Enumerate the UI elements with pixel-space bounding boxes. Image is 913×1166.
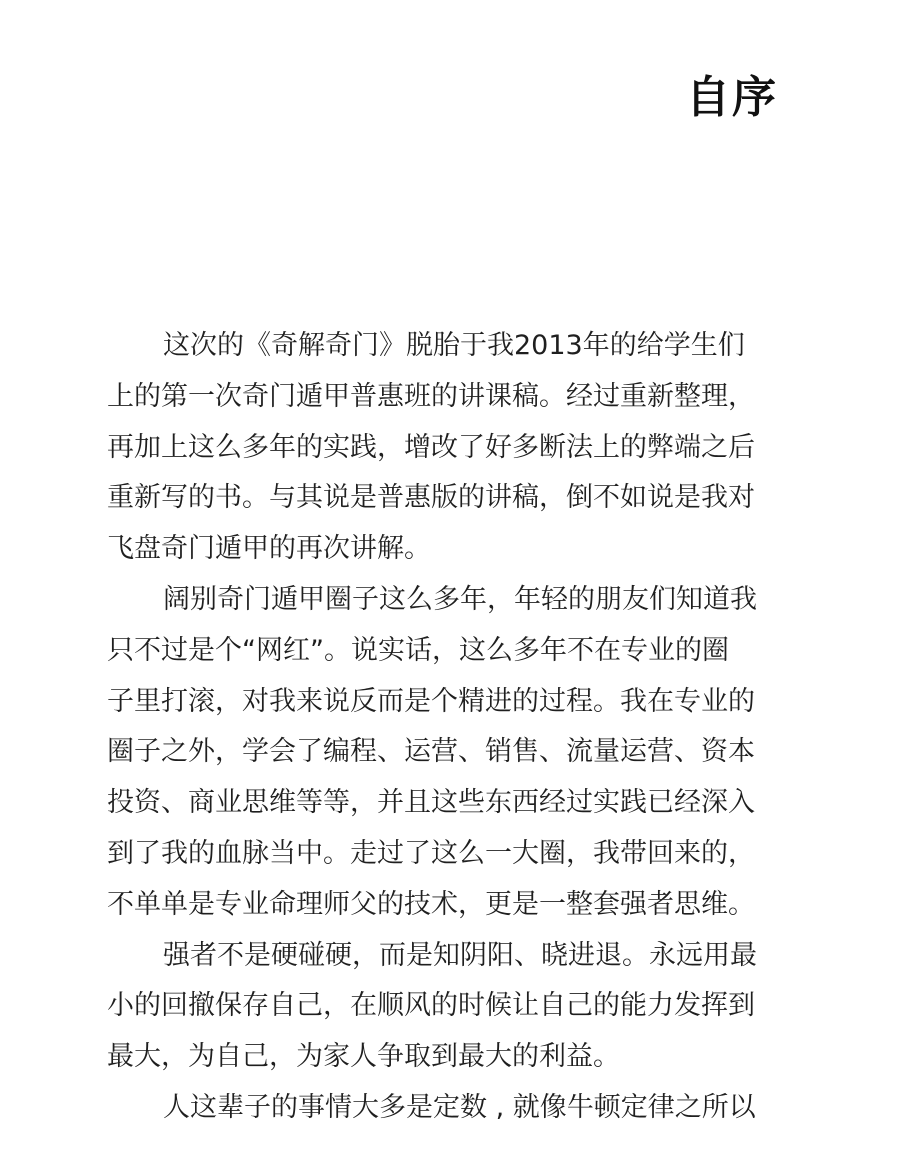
text-line: 人这辈子的事情大多是定数 , 就像牛顿定律之所以 [163, 1091, 756, 1123]
text-line: 到了我的血脉当中。走过了这么一大圈，我带回来的， [107, 837, 755, 869]
text-line: 子里打滚，对我来说反而是个精进的过程。我在专业的 [107, 685, 755, 717]
text-line: 强者不是硬碰硬，而是知阴阳、晓进退。永远用最 [163, 939, 757, 971]
text-line: 最大，为自己，为家人争取到最大的利益。 [107, 1041, 620, 1073]
page-title: 自序 [686, 72, 778, 123]
text-line: 阔别奇门遁甲圈子这么多年，年轻的朋友们知道我 [163, 583, 757, 615]
text-line: 飞盘奇门遁甲的再次讲解。 [107, 533, 431, 565]
text-line: 小的回撤保存自己，在顺风的时候让自己的能力发挥到 [107, 990, 755, 1022]
text-line: 圈子之外，学会了编程、运营、销售、流量运营、资本 [107, 736, 755, 768]
text-line: 不单单是专业命理师父的技术，更是一整套强者思维。 [107, 888, 755, 920]
text-line: 投资、商业思维等等，并且这些东西经过实践已经深入 [107, 787, 755, 819]
text-line: 再加上这么多年的实践，增改了好多断法上的弊端之后 [107, 431, 755, 463]
text-line: 只不过是个“网红”。说实话，这么多年不在专业的圈 [107, 634, 729, 666]
preface-body [107, 321, 787, 1134]
text-line: 这次的《奇解奇门》脱胎于我2013年的给学生们 [163, 330, 745, 361]
text-line: 重新写的书。与其说是普惠版的讲稿，倒不如说是我对 [107, 482, 755, 514]
text-line: 上的第一次奇门遁甲普惠班的讲课稿。经过重新整理， [107, 380, 755, 412]
